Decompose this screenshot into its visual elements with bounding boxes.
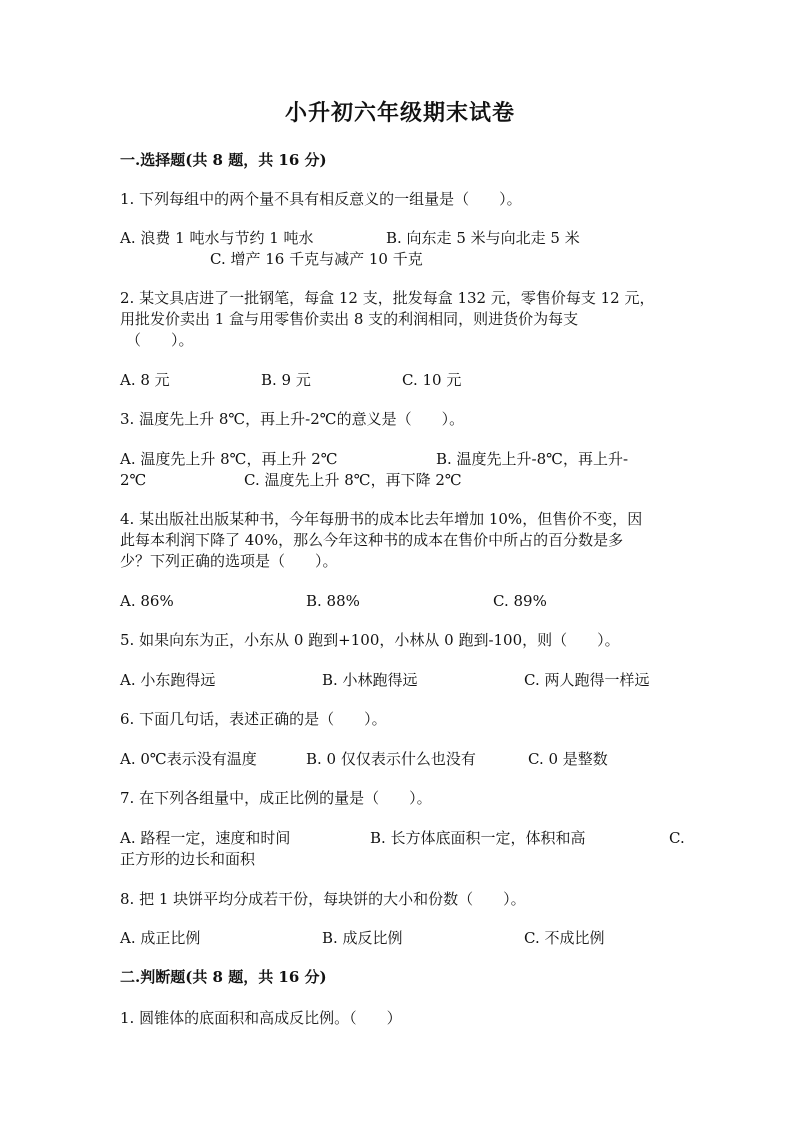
question-2-text-line-1: 2. 某文具店进了一批钢笔，每盒 12 支，批发每盒 132 元，零售价每支 12 元， (120, 289, 655, 307)
question-7-text: 7. 在下列各组量中，成正比例的量是（ ）。 (120, 789, 432, 807)
question-7-option-b: B. 长方体底面积一定，体积和高 (370, 829, 586, 847)
question-6-option-c: C. 0 是整数 (528, 750, 608, 768)
section-heading-choice: 一.选择题(共 8 题，共 16 分) (120, 151, 327, 169)
question-1-option-b: B. 向东走 5 米与向北走 5 米 (386, 229, 580, 247)
question-1-text: 1. 下列每组中的两个量不具有相反意义的一组量是（ ）。 (120, 190, 522, 208)
question-8-text: 8. 把 1 块饼平均分成若干份，每块饼的大小和份数（ ）。 (120, 890, 526, 908)
question-5-text: 5. 如果向东为正，小东从 0 跑到+100，小林从 0 跑到-100，则（ ）。 (120, 631, 620, 649)
question-7-option-a: A. 路程一定，速度和时间 (120, 829, 291, 847)
question-8-option-c: C. 不成比例 (524, 929, 605, 947)
question-4-option-a: A. 86% (120, 592, 174, 610)
question-7-option-c: C. (669, 829, 685, 847)
question-3-text: 3. 温度先上升 8℃，再上升-2℃的意义是（ ）。 (120, 410, 465, 428)
question-3-option-b: B. 温度先上升-8℃，再上升- (436, 450, 629, 468)
question-5-option-a: A. 小东跑得远 (120, 671, 216, 689)
question-1-option-c: C. 增产 16 千克与减产 10 千克 (210, 250, 423, 268)
judgement-question-1-text: 1. 圆锥体的底面积和高成反比例。（ ） (120, 1009, 402, 1027)
question-4-text-line-3: 少？下列正确的选项是（ ）。 (120, 552, 338, 570)
question-7-option-c-wrap: 正方形的边长和面积 (120, 850, 256, 868)
page-title: 小升初六年级期末试卷 (284, 100, 515, 126)
question-4-text-line-1: 4. 某出版社出版某种书，今年每册书的成本比去年增加 10%，但售价不变，因 (120, 510, 643, 528)
question-2-text-line-2: 用批发价卖出 1 盒与用零售价卖出 8 支的利润相同，则进货价为每支 (120, 310, 579, 328)
question-6-option-b: B. 0 仅仅表示什么也没有 (306, 750, 476, 768)
question-6-text: 6. 下面几句话，表述正确的是（ ）。 (120, 710, 387, 728)
question-5-option-c: C. 两人跑得一样远 (524, 671, 650, 689)
section-heading-judgement: 二.判断题(共 8 题，共 16 分) (120, 968, 327, 986)
question-6-option-a: A. 0℃表示没有温度 (120, 750, 257, 768)
question-4-option-b: B. 88% (306, 592, 360, 610)
question-5-option-b: B. 小林跑得远 (322, 671, 418, 689)
question-2-option-a: A. 8 元 (120, 371, 170, 389)
question-4-option-c: C. 89% (493, 592, 547, 610)
question-2-option-b: B. 9 元 (261, 371, 311, 389)
question-2-option-c: C. 10 元 (402, 371, 462, 389)
question-3-option-b-wrap: 2℃ (120, 471, 147, 489)
question-4-text-line-2: 此每本利润下降了 40%，那么今年这种书的成本在售价中所占的百分数是多 (120, 531, 624, 549)
question-3-option-a: A. 温度先上升 8℃，再上升 2℃ (120, 450, 338, 468)
question-3-option-c: C. 温度先上升 8℃，再下降 2℃ (244, 471, 462, 489)
question-8-option-a: A. 成正比例 (120, 929, 201, 947)
question-8-option-b: B. 成反比例 (322, 929, 403, 947)
question-2-text-line-3: （ ）。 (126, 331, 194, 349)
question-1-option-a: A. 浪费 1 吨水与节约 1 吨水 (120, 229, 314, 247)
